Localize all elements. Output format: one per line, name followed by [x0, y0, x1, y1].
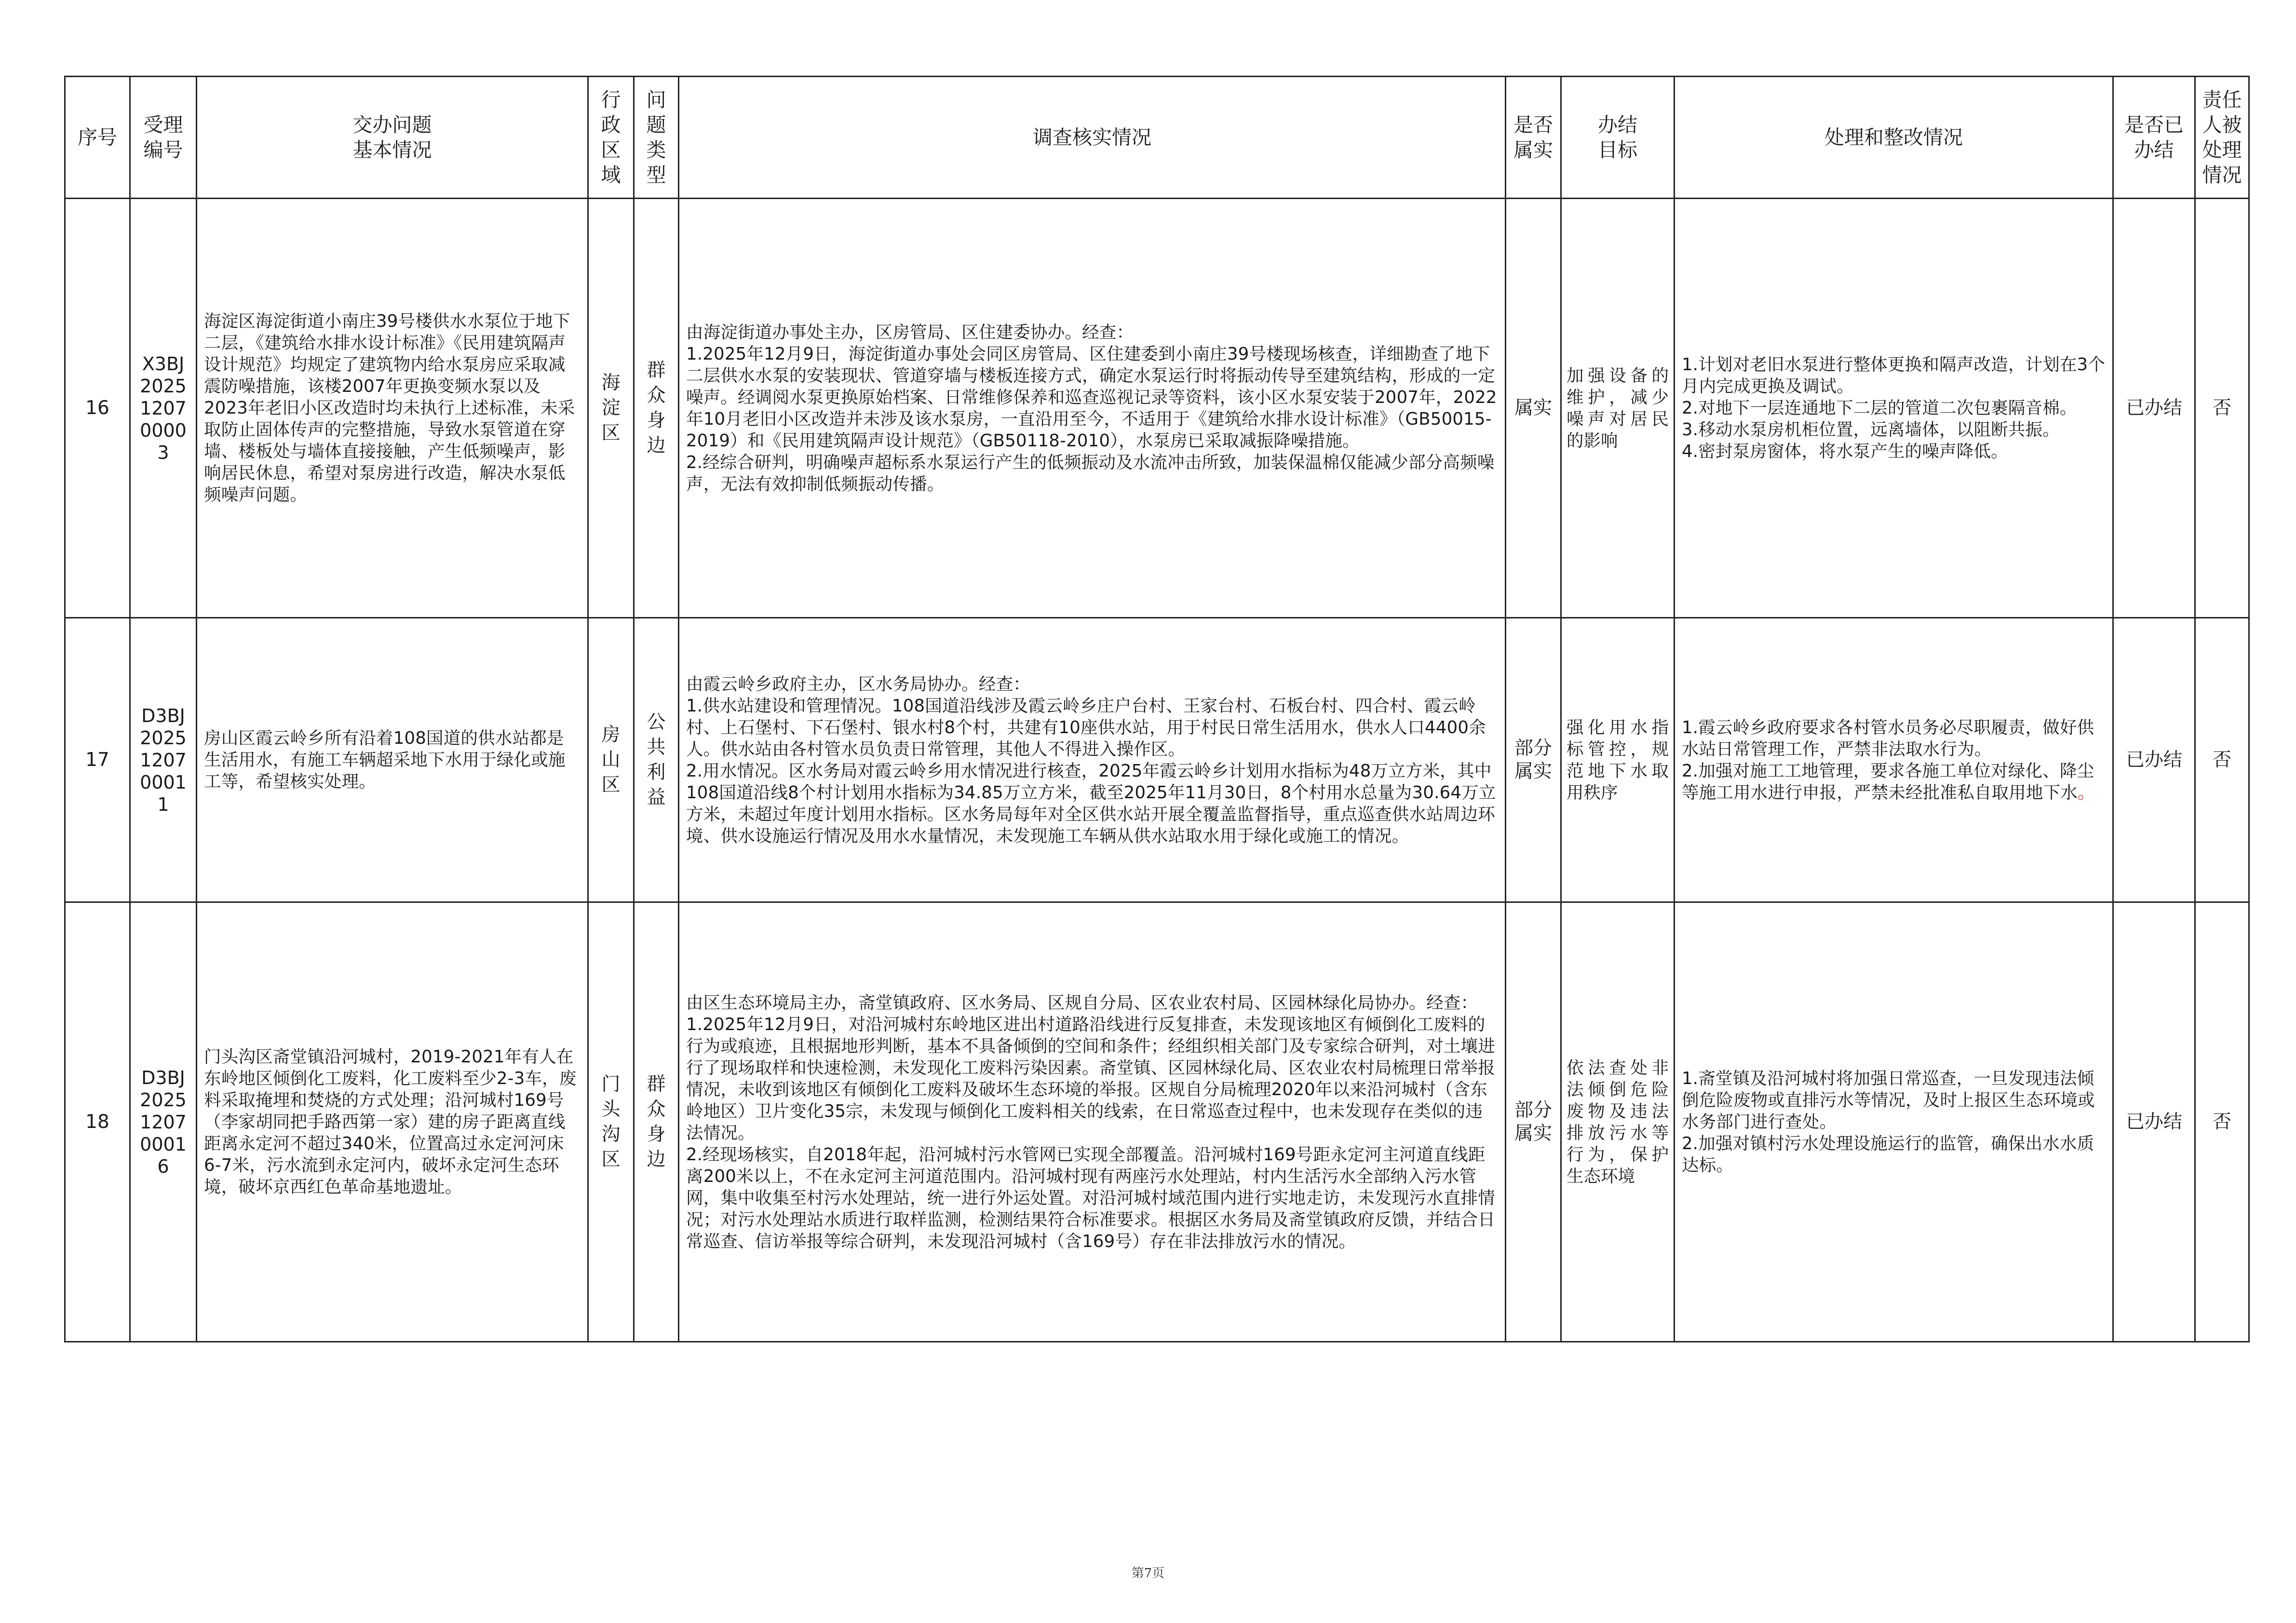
cell-accept-no: D3BJ2025120700011: [130, 618, 197, 902]
cell-rectification: [1675, 618, 2113, 902]
table-row: [65, 902, 2249, 1342]
cell-investigation: [679, 199, 1506, 618]
cell-seq: 18: [65, 902, 130, 1342]
cell-accept-no: D3BJ2025120700016: [130, 902, 197, 1342]
rectification-para: 2.加强对镇村污水处理设施运行的监管，确保出水水质达标。: [1682, 1134, 2094, 1175]
cell-closed: 已办结: [2113, 618, 2195, 902]
cell-type: 群 众 身 边: [634, 902, 679, 1342]
cell-investigation: [679, 618, 1506, 902]
cell-goal: 依法查处非法倾倒危险废物及违法排放污水等行为，保护生态环境: [1561, 902, 1675, 1342]
cell-closed: 已办结: [2113, 902, 2195, 1342]
cell-type: 群 众 身 边: [634, 199, 679, 618]
cell-seq: 16: [65, 199, 130, 618]
cell-district: 海 淀 区: [588, 199, 634, 618]
cell-district: 门 头 沟 区: [588, 902, 634, 1342]
investigation-para: 2.经综合研判，明确噪声超标系水泵运行产生的低频振动及水流冲击所致，加装保温棉仅能减少部分高频噪声，无法有效抑制低频振动传播。: [686, 452, 1495, 494]
header-district: 行 政 区 域: [588, 77, 634, 199]
investigation-para: 由区生态环境局主办，斋堂镇政府、区水务局、区规自分局、区农业农村局、区园林绿化局协办。经查：: [686, 993, 1478, 1013]
rectification-para: [1682, 760, 2106, 804]
cell-rectification: [1675, 199, 2113, 618]
investigation-para: 1.2025年12月9日，对沿河城村东岭地区进出村道路沿线进行反复排查，未发现该地区有倾倒化工废料的行为或痕迹，且根据地形判断，基本不具备倾倒的空间和条件；经组织相关部门及专家综合研判，对土壤进行了现场取样和快速检测，未发现化工废料污染因素。斋堂镇、区园林绿化局、区农业农村局梳理日常举报情况，未收到该地区有倾倒化工废料及破坏生态环境的举报。区规自分局梳理2020年以来沿河城村（含东岭地区）卫片变化35宗，未发现与倾倒化工废料相关的线索，在日常巡查过程中，也未发现存在类似的违法情况。: [686, 1014, 1495, 1143]
cell-accountability: 否: [2195, 199, 2249, 618]
cell-goal: 强化用水指标管控，规范地下水取用秩序: [1561, 618, 1675, 902]
header-investigation: 调查核实情况: [679, 77, 1506, 199]
investigation-para: 2.经现场核实，自2018年起，沿河城村污水管网已实现全部覆盖。沿河城村169号距永定河主河道直线距离200米以上，不在永定河主河道范围内。沿河城村现有两座污水处理站，村内生活污水全部纳入污水管网，集中收集至村污水处理站，统一进行外运处置。对沿河城村域范围内进行实地走访，未发现污水直排情况；对污水处理站水质进行取样监测，检测结果符合标准要求。根据区水务局及斋堂镇政府反馈，并结合日常巡查、信访举报等综合研判，未发现沿河城村（含169号）存在非法排放污水的情况。: [686, 1144, 1495, 1251]
investigation-para: 2.用水情况。区水务局对霞云岭乡用水情况进行核查，2025年霞云岭乡计划用水指标为48万立方米，其中108国道沿线8个村计划用水指标为34.85万立方米，截至2025年11月30日，8个村用水总量为30.64万立方米，未超过年度计划用水指标。区水务局每年对全区供水站开展全覆盖监督指导，重点巡查供水站周边环境、供水设施运行情况及用水水量情况，未发现施工车辆从供水站取水用于绿化或施工的情况。: [686, 761, 1496, 846]
cell-issue: 海淀区海淀街道小南庄39号楼供水水泵位于地下二层，《建筑给水排水设计标准》《民用建筑隔声设计规范》均规定了建筑物内给水泵房应采取减震防噪措施，该楼2007年更换变频水泵以及2023年老旧小区改造时均未执行上述标准，未采取防止固体传声的完整措施，导致水泵管道在穿墙、楼板处与墙体直接接触，产生低频噪声，影响居民休息，希望对泵房进行改造，解决水泵低频噪声问题。: [197, 199, 588, 618]
header-rectification: 处理和整改情况: [1675, 77, 2113, 199]
cell-closed: 已办结: [2113, 199, 2195, 618]
investigation-para: 1.供水站建设和管理情况。108国道沿线涉及霞云岭乡庄户台村、王家台村、石板台村、四合村、霞云岭村、上石堡村、下石堡村、银水村8个村，共建有10座供水站，用于村民日常生活用水，供水人口4400余人。供水站由各村管水员负责日常管理，其他人不得进入操作区。: [686, 696, 1486, 759]
cell-verified: 部分 属实: [1506, 618, 1561, 902]
header-seq: 序号: [65, 77, 130, 199]
investigation-para: 由海淀街道办事处主办，区房管局、区住建委协办。经查：: [686, 322, 1134, 342]
page-number: 第7页: [1131, 1566, 1165, 1581]
header-type: 问 题 类 型: [634, 77, 679, 199]
rectification-para: 1.斋堂镇及沿河城村将加强日常巡查，一旦发现违法倾倒危险废物或直排污水等情况，及时上报区生态环境或水务部门进行查处。: [1682, 1069, 2095, 1132]
cell-accountability: 否: [2195, 618, 2249, 902]
rectification-para: 1.霞云岭乡政府要求各村管水员务必尽职履责，做好供水站日常管理工作，严禁非法取水行为。: [1682, 717, 2094, 759]
cell-rectification: [1675, 902, 2113, 1342]
cell-district: 房 山 区: [588, 618, 634, 902]
case-table: [64, 76, 2250, 1342]
rectification-para: 1.计划对老旧水泵进行整体更换和隔声改造，计划在3个月内完成更换及调试。: [1682, 355, 2106, 396]
rectification-para: 4.密封泵房窗体，将水泵产生的噪声降低。: [1682, 442, 2008, 461]
rectification-para: 3.移动水泵房机柜位置，远离墙体，以阻断共振。: [1682, 420, 2060, 440]
header-accept-no: 受理 编号: [130, 77, 197, 199]
investigation-para: 1.2025年12月9日，海淀街道办事处会同区房管局、区住建委到小南庄39号楼现场核查，详细勘查了地下二层供水水泵的安装现状、管道穿墙与楼板连接方式，确定水泵运行时将振动传导至建筑结构，形成的一定噪声。经调阅水泵更换原始档案、日常维修保养和巡查巡视记录等资料，该小区水泵安装于2007年，2022年10月老旧小区改造并未涉及该水泵房，一直沿用至今，不适用于《建筑给水排水设计标准》（GB50015-2019）和《民用建筑隔声设计规范》（GB50118-2010），水泵房已采取减振降噪措施。: [686, 344, 1497, 451]
header-goal: 办结 目标: [1561, 77, 1675, 199]
cell-accountability: 否: [2195, 902, 2249, 1342]
cell-accept-no: X3BJ2025120700003: [130, 199, 197, 618]
rectification-para: 2.对地下一层连通地下二层的管道二次包裹隔音棉。: [1682, 398, 2077, 418]
cell-issue: 房山区霞云岭乡所有沿着108国道的供水站都是生活用水，有施工车辆超采地下水用于绿化或施工等，希望核实处理。: [197, 618, 588, 902]
cell-type: 公 共 利 益: [634, 618, 679, 902]
investigation-para: 由霞云岭乡政府主办，区水务局协办。经查：: [686, 674, 1031, 694]
cell-seq: 17: [65, 618, 130, 902]
header-verified: 是否 属实: [1506, 77, 1561, 199]
cell-verified: 属实: [1506, 199, 1561, 618]
header-row: [65, 77, 2249, 199]
table-row: [65, 618, 2249, 902]
red-period-mark: 。: [2078, 782, 2095, 803]
rectification-text: 2.加强对施工工地管理，要求各施工单位对绿化、降尘等施工用水进行申报，严禁未经批准私自取用地下水: [1682, 761, 2094, 803]
header-accountability: 责任 人被 处理 情况: [2195, 77, 2249, 199]
cell-investigation: [679, 902, 1506, 1342]
header-closed: 是否已 办结: [2113, 77, 2195, 199]
cell-issue: 门头沟区斋堂镇沿河城村，2019-2021年有人在东岭地区倾倒化工废料，化工废料至少2-3车，废料采取掩埋和焚烧的方式处理；沿河城村169号（李家胡同把手路西第一家）建的房子距离直线距离永定河不超过340米，位置高过永定河河床6-7米，污水流到永定河内，破坏永定河生态环境，破坏京西红色革命基地遗址。: [197, 902, 588, 1342]
header-issue: 交办问题 基本情况: [197, 77, 588, 199]
cell-goal: 加强设备的维护，减少噪声对居民的影响: [1561, 199, 1675, 618]
table-row: [65, 199, 2249, 618]
cell-verified: 部分 属实: [1506, 902, 1561, 1342]
